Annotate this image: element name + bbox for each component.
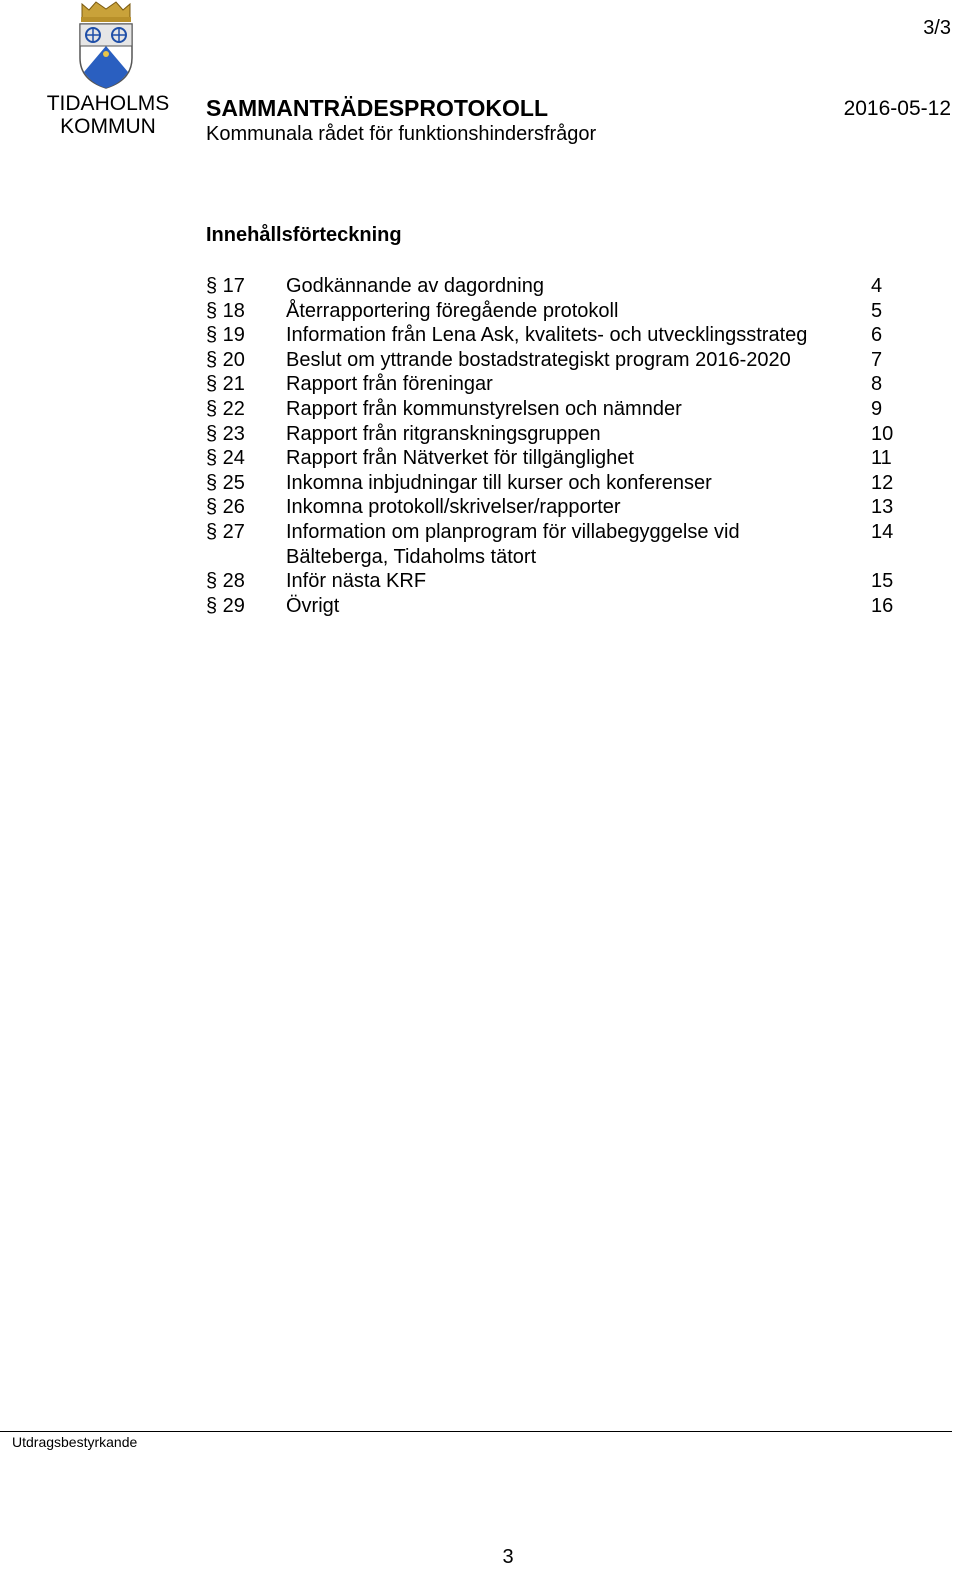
toc-page: 13: [871, 496, 894, 519]
toc-title: Inför nästa KRF: [286, 570, 427, 593]
toc-row-26: [206, 495, 906, 520]
page-number: 3: [502, 1546, 514, 1568]
toc-row-29: [206, 594, 906, 619]
organization-line-2: KOMMUN: [60, 115, 156, 138]
toc-row-27: [206, 520, 906, 569]
toc-page: 14: [871, 520, 894, 543]
toc-title: Rapport från ritgranskningsgruppen: [286, 422, 601, 445]
table-of-contents: [206, 274, 906, 618]
coat-of-arms-icon: [76, 0, 136, 90]
toc-title: Rapport från föreningar: [286, 373, 493, 396]
toc-row-20: [206, 348, 906, 373]
toc-section: § 25: [206, 471, 245, 494]
toc-row-23: [206, 422, 906, 447]
document-date: 2016-05-12: [843, 97, 951, 120]
organization-name: [38, 92, 178, 138]
toc-title: Information om planprogram för villabegyggelse vid Bälteberga, Tidaholms tätort: [286, 520, 740, 568]
toc-row-28: [206, 569, 906, 594]
municipality-logo: [38, 0, 178, 145]
organization-line-1: TIDAHOLMS: [46, 92, 170, 115]
toc-row-17: [206, 274, 906, 299]
toc-title: Godkännande av dagordning: [286, 275, 544, 297]
toc-title: Inkomna protokoll/skrivelser/rapporter: [286, 496, 621, 519]
toc-title: Återrapportering föregående protokoll: [286, 299, 619, 322]
footer-divider: [0, 1431, 952, 1432]
toc-page: 16: [871, 594, 894, 617]
toc-page: 7: [871, 348, 883, 371]
toc-section: § 29: [206, 594, 245, 617]
toc-page: 10: [871, 422, 894, 445]
page-indicator: 3/3: [923, 17, 951, 39]
toc-section: § 18: [206, 299, 245, 322]
footer-label: Utdragsbestyrkande: [12, 1434, 138, 1450]
toc-title: Information från Lena Ask, kvalitets- och utvecklingsstrateg: [286, 324, 808, 347]
toc-page: 6: [871, 324, 883, 347]
toc-row-22: [206, 397, 906, 422]
document-title: SAMMANTRÄDESPROTOKOLL: [206, 95, 549, 121]
toc-page: 15: [871, 570, 894, 593]
toc-section: § 17: [206, 275, 245, 297]
toc-row-21: [206, 372, 906, 397]
toc-heading: Innehållsförteckning: [206, 224, 402, 246]
toc-section: § 24: [206, 447, 245, 470]
toc-section: § 22: [206, 397, 245, 420]
toc-title: Rapport från kommunstyrelsen och nämnder: [286, 397, 682, 420]
toc-row-19: [206, 323, 906, 348]
toc-section: § 23: [206, 422, 245, 445]
toc-section: § 27: [206, 520, 245, 543]
toc-title: Rapport från Nätverket för tillgänglighet: [286, 447, 634, 470]
document-subtitle: Kommunala rådet för funktionshindersfrågor: [206, 123, 597, 145]
toc-page: 8: [871, 373, 883, 396]
toc-title: Inkomna inbjudningar till kurser och konferenser: [286, 471, 712, 494]
toc-page: 11: [871, 447, 892, 470]
toc-page: 4: [871, 275, 883, 297]
toc-title: Beslut om yttrande bostadstrategiskt program 2016-2020: [286, 348, 791, 371]
toc-page: 12: [871, 471, 894, 494]
toc-row-24: [206, 446, 906, 471]
toc-title: Övrigt: [286, 594, 340, 617]
toc-row-18: [206, 299, 906, 324]
toc-row-25: [206, 471, 906, 496]
toc-section: § 21: [206, 373, 245, 396]
toc-section: § 20: [206, 348, 245, 371]
toc-page: 5: [871, 299, 883, 322]
toc-section: § 26: [206, 496, 245, 519]
toc-section: § 28: [206, 570, 245, 593]
toc-section: § 19: [206, 324, 245, 347]
toc-page: 9: [871, 397, 883, 420]
